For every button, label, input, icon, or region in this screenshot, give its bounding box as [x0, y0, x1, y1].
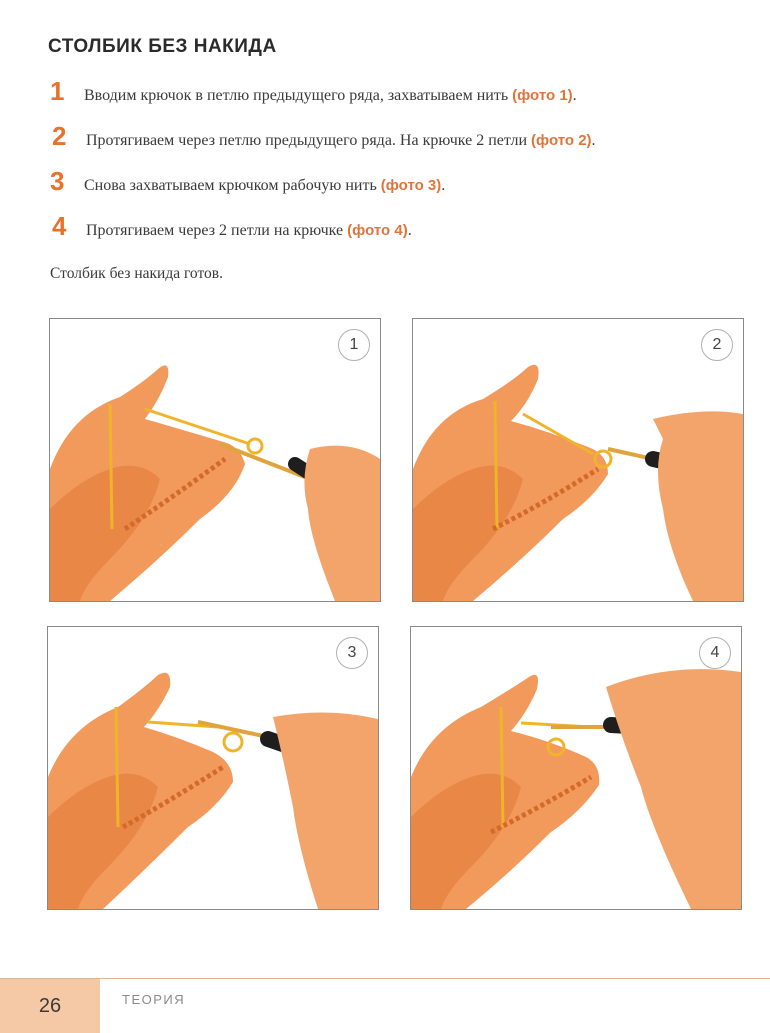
photo-number-badge: 4	[699, 637, 731, 669]
photo-2	[412, 318, 744, 602]
photo-number-badge: 1	[338, 329, 370, 361]
step-end: .	[591, 132, 596, 149]
step-4	[52, 211, 412, 242]
hands-crochet-illustration	[413, 319, 743, 601]
step-text: Протягиваем через 2 петли на крючке	[86, 222, 348, 239]
step-text: Вводим крючок в петлю предыдущего ряда, захватываем нить	[84, 87, 513, 104]
page-title: СТОЛБИК БЕЗ НАКИДА	[48, 36, 277, 57]
step-end: .	[572, 87, 577, 104]
page-number: 26	[0, 979, 100, 1033]
photo-reference: (фото 1)	[512, 87, 573, 104]
section-label: ТЕОРИЯ	[122, 992, 186, 1007]
photo-3	[47, 626, 379, 910]
step-end: .	[407, 222, 412, 239]
step-text: Протягиваем через петлю предыдущего ряда. На крючке 2 петли	[86, 132, 532, 149]
step-number: 4	[52, 211, 67, 241]
footer-divider	[0, 978, 770, 979]
hands-crochet-illustration	[50, 319, 380, 601]
hands-crochet-illustration	[411, 627, 741, 909]
step-number: 1	[50, 76, 65, 106]
step-end: .	[441, 177, 446, 194]
hands-crochet-illustration	[48, 627, 378, 909]
closing-text: Столбик без накида готов.	[50, 265, 223, 282]
step-text: Снова захватываем крючком рабочую нить	[84, 177, 381, 194]
photo-reference: (фото 2)	[531, 132, 592, 149]
photo-reference: (фото 3)	[380, 177, 442, 194]
step-2	[52, 121, 596, 152]
photo-number-badge: 3	[336, 637, 368, 669]
photo-reference: (фото 4)	[347, 222, 408, 239]
step-number: 2	[52, 121, 67, 151]
photo-4	[410, 626, 742, 910]
step-1	[50, 76, 577, 107]
photo-number-badge: 2	[701, 329, 733, 361]
step-number: 3	[50, 166, 65, 196]
step-3	[50, 166, 445, 197]
photo-1	[49, 318, 381, 602]
